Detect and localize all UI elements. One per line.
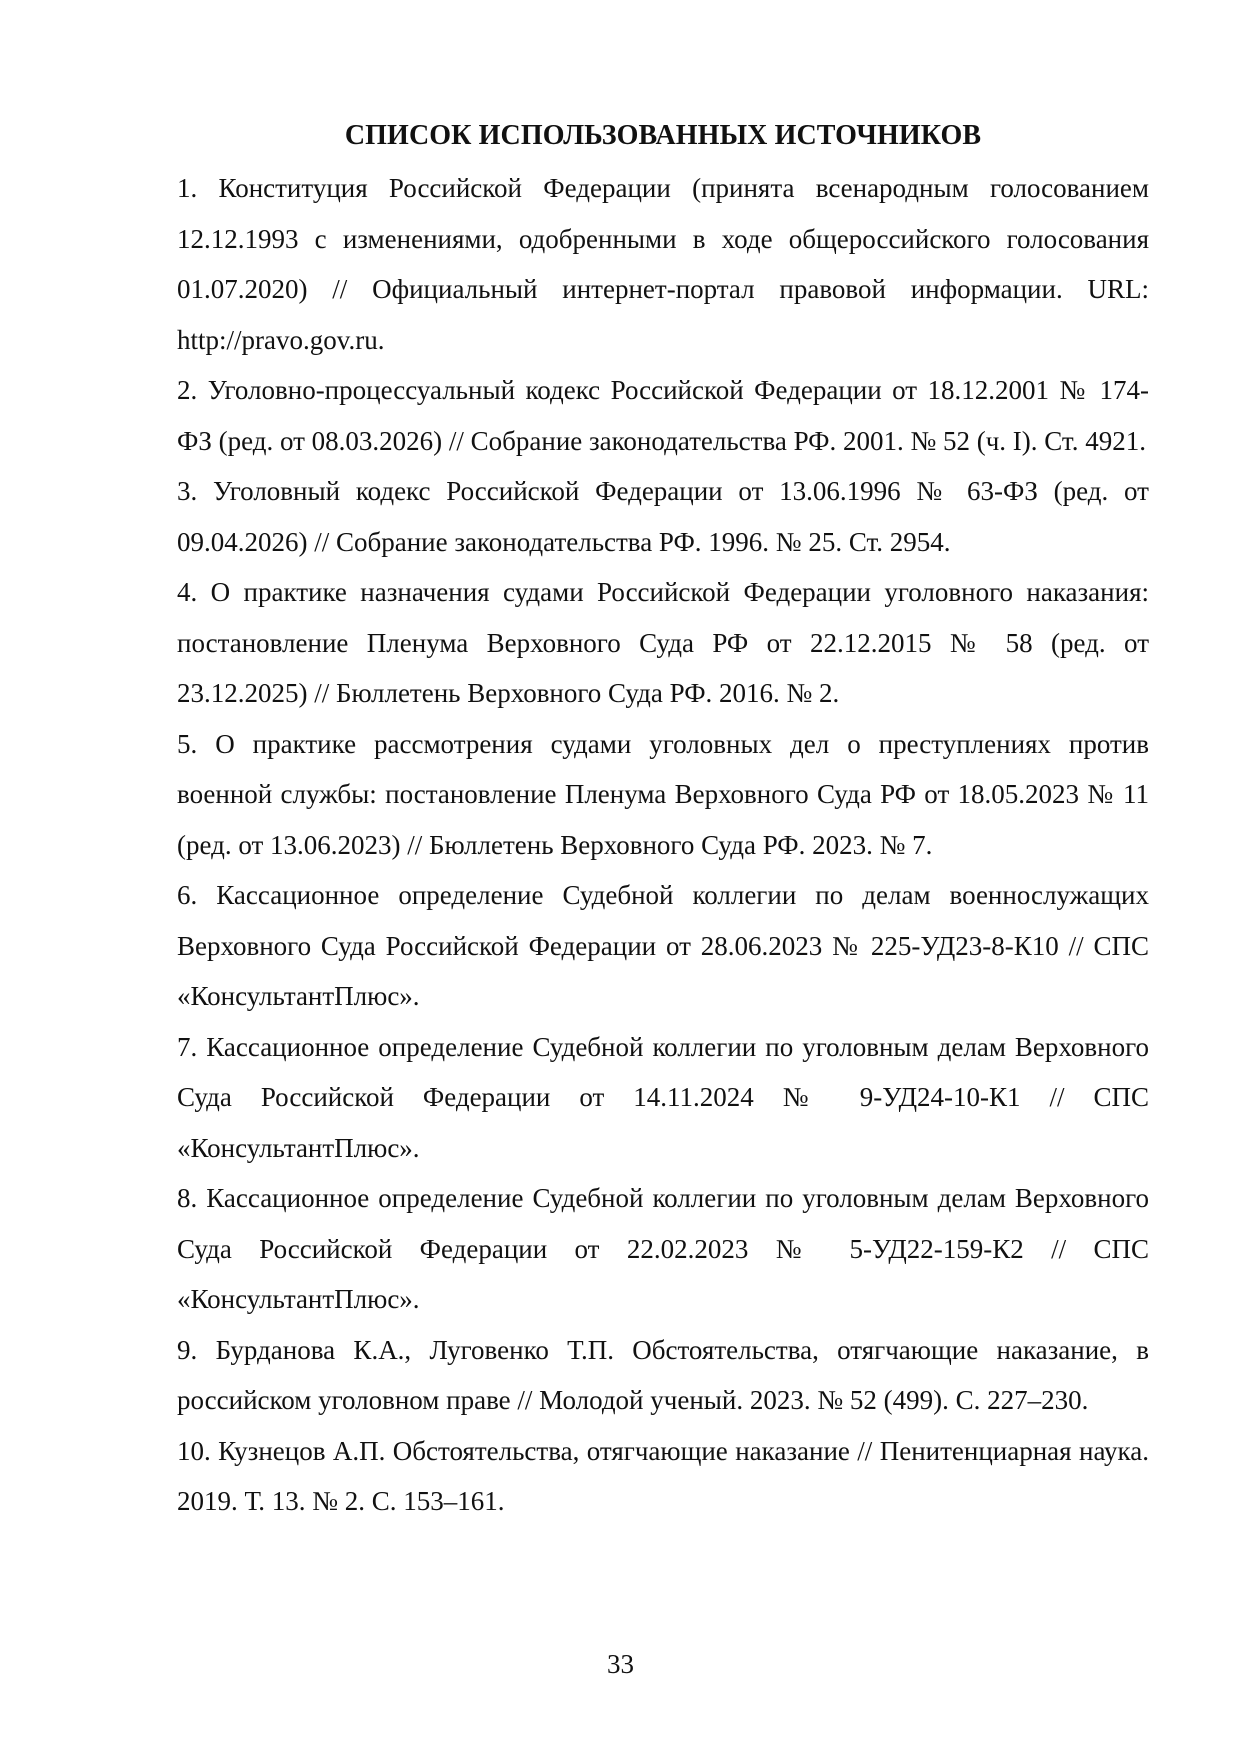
reference-item: 3. Уголовный кодекс Российской Федерации от 13.06.1996 № 63-ФЗ (ред. от 09.04.2026) // Собрание законодательства РФ. 1996. № 25. Ст. 2954. (177, 476, 1149, 557)
reference-item: 7. Кассационное определение Судебной коллегии по уголовным делам Верховного Суда Российской Федерации от 14.11.2024 № 9-УД24-10-К1 // СПС «КонсультантПлюс». (177, 1031, 1149, 1163)
references-list (177, 163, 1149, 1527)
references-title: СПИСОК ИСПОЛЬЗОВАННЫХ ИСТОЧНИКОВ (344, 120, 982, 151)
page-content (177, 114, 1149, 1527)
reference-item: 10. Кузнецов А.П. Обстоятельства, отягчающие наказание // Пенитенциарная наука. 2019. Т. 13. № 2. С. 153–161. (177, 1435, 1149, 1516)
page-number: 33 (607, 1649, 634, 1679)
reference-item: 2. Уголовно-процессуальный кодекс Российской Федерации от 18.12.2001 № 174-ФЗ (ред. от 08.03.2026) // Собрание законодательства РФ. 2001. № 52 (ч. I). Ст. 4921. (177, 375, 1149, 456)
reference-item: 1. Конституция Российской Федерации (принята всенародным голосованием 12.12.1993 с изменениями, одобренными в ходе общероссийского голосования 01.07.2020) // Официальный интернет-портал правовой информации. URL: http://pravo.gov.ru. (177, 173, 1149, 355)
reference-item: 4. О практике назначения судами Российской Федерации уголовного наказания: постановление Пленума Верховного Суда РФ от 22.12.2015 № 58 (ред. от 23.12.2025) // Бюллетень Верховного Суда РФ. 2016. № 2. (177, 577, 1149, 708)
reference-item: 6. Кассационное определение Судебной коллегии по делам военнослужащих Верховного Суда Российской Федерации от 28.06.2023 № 225-УД23-8-К10 // СПС «КонсультантПлюс». (177, 880, 1149, 1011)
reference-item: 9. Бурданова К.А., Луговенко Т.П. Обстоятельства, отягчающие наказание, в российском уголовном праве // Молодой ученый. 2023. № 52 (499). С. 227–230. (177, 1334, 1149, 1415)
reference-item: 5. О практике рассмотрения судами уголовных дел о преступлениях против военной службы: постановление Пленума Верховного Суда РФ от 18.05.2023 № 11 (ред. от 13.06.2023) // Бюллетень Верховного Суда РФ. 2023. № 7. (177, 728, 1149, 860)
reference-item: 8. Кассационное определение Судебной коллегии по уголовным делам Верховного Суда Российской Федерации от 22.02.2023 № 5-УД22-159-К2 // СПС «КонсультантПлюс». (177, 1183, 1149, 1314)
